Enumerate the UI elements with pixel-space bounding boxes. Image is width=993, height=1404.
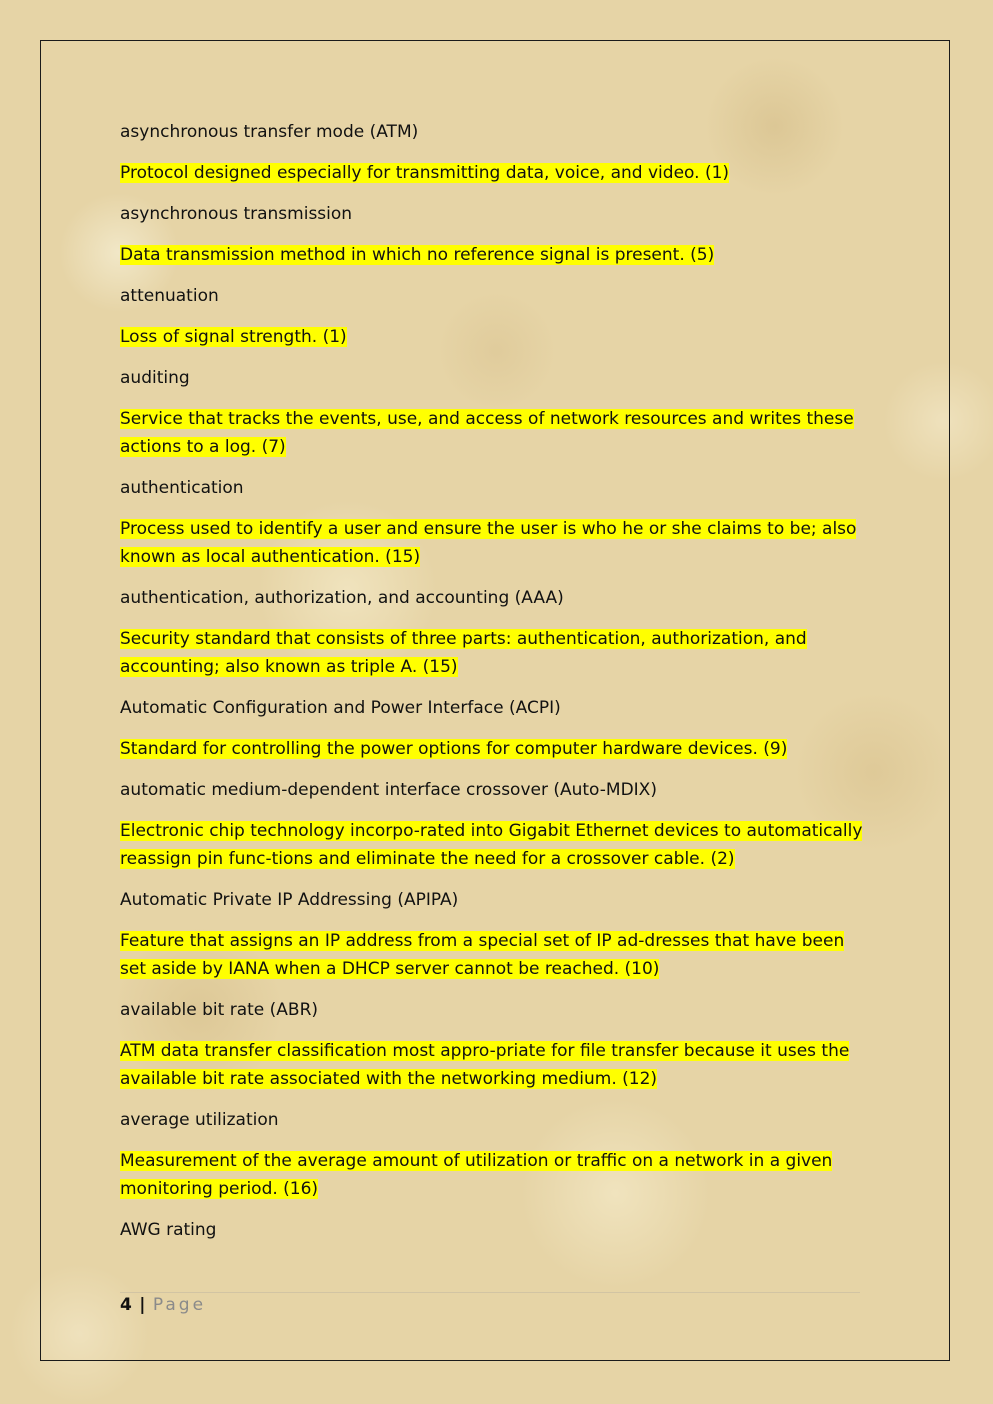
highlighted-definition-text: Service that tracks the events, use, and access of network resources and writes these actions to a log. (7)	[120, 409, 854, 457]
highlighted-definition-text: Electronic chip technology incorpo-rated into Gigabit Ethernet devices to automatically reassign pin func-tions and eliminate the need for a crossover cable. (2)	[120, 821, 863, 869]
highlighted-definition-text: Protocol designed especially for transmitting data, voice, and video. (1)	[120, 163, 730, 183]
glossary-entry	[120, 474, 872, 571]
glossary-term: available bit rate (ABR)	[120, 1000, 319, 1020]
glossary-term: authentication	[120, 478, 244, 498]
highlighted-definition-text: Standard for controlling the power options for computer hardware devices. (9)	[120, 739, 788, 759]
highlighted-definition-text: Measurement of the average amount of utilization or traffic on a network in a given monitoring period. (16)	[120, 1151, 833, 1199]
glossary-term: asynchronous transfer mode (ATM)	[120, 122, 419, 142]
glossary-definition	[120, 625, 872, 681]
glossary-entry	[120, 200, 872, 269]
glossary-term: automatic medium-dependent interface crossover (Auto-MDIX)	[120, 780, 657, 800]
glossary-definition	[120, 1147, 872, 1203]
glossary-entry	[120, 118, 872, 187]
highlighted-definition-text: Process used to identify a user and ensure the user is who he or she claims to be; also known as local authentication. (15)	[120, 519, 857, 567]
glossary-term: AWG rating	[120, 1220, 217, 1240]
glossary-entry	[120, 282, 872, 351]
glossary-definition	[120, 515, 872, 571]
glossary-definition	[120, 817, 872, 873]
glossary-entry	[120, 584, 872, 681]
page-number: 4	[120, 1295, 132, 1315]
glossary-entry	[120, 776, 872, 873]
glossary-definition	[120, 159, 872, 187]
glossary-entry	[120, 1216, 872, 1244]
glossary-definition	[120, 735, 872, 763]
page-label: Page	[152, 1295, 207, 1315]
highlighted-definition-text: Data transmission method in which no reference signal is present. (5)	[120, 245, 715, 265]
glossary-entry	[120, 1106, 872, 1203]
highlighted-definition-text: Loss of signal strength. (1)	[120, 327, 347, 347]
glossary-entry	[120, 886, 872, 983]
footer-divider	[120, 1292, 860, 1293]
highlighted-definition-text: Feature that assigns an IP address from a special set of IP ad-dresses that have been set aside by IANA when a DHCP server cannot be reached. (10)	[120, 931, 845, 979]
glossary-term: auditing	[120, 368, 190, 388]
glossary-definition	[120, 323, 872, 351]
glossary-entry	[120, 364, 872, 461]
glossary-term: asynchronous transmission	[120, 204, 353, 224]
highlighted-definition-text: Security standard that consists of three parts: authentication, authorization, and accounting; also known as triple A. (15)	[120, 629, 807, 677]
highlighted-definition-text: ATM data transfer classification most appro-priate for file transfer because it uses the available bit rate associated with the networking medium. (12)	[120, 1041, 850, 1089]
glossary-definition	[120, 927, 872, 983]
glossary-content	[120, 118, 872, 1257]
glossary-entry	[120, 996, 872, 1093]
glossary-definition	[120, 1037, 872, 1093]
glossary-definition	[120, 241, 872, 269]
glossary-term: attenuation	[120, 286, 219, 306]
glossary-term: authentication, authorization, and accounting (AAA)	[120, 588, 564, 608]
footer-separator: |	[139, 1295, 146, 1315]
glossary-term: average utilization	[120, 1110, 279, 1130]
glossary-definition	[120, 405, 872, 461]
glossary-term: Automatic Private IP Addressing (APIPA)	[120, 890, 459, 910]
page-footer	[120, 1295, 206, 1315]
glossary-entry	[120, 694, 872, 763]
glossary-term: Automatic Configuration and Power Interface (ACPI)	[120, 698, 561, 718]
